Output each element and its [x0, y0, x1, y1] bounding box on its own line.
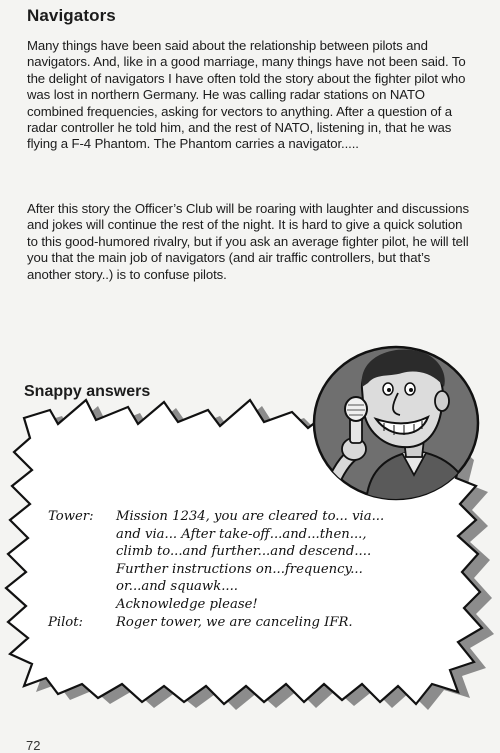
tower-line-4: Further instructions on...frequency...: [116, 561, 363, 577]
speaker-tower: Tower:: [48, 509, 94, 524]
tower-line-2: and via... After take-off...and...then...,: [116, 526, 367, 542]
speaker-pilot: Pilot:: [48, 614, 83, 630]
page-number: 72: [26, 738, 41, 753]
cartoon-man-with-microphone: [306, 343, 486, 503]
pilot-line-1: Roger tower, we are canceling IFR.: [116, 614, 353, 630]
body-paragraph-2: After this story the Officer’s Club will be roaring with laughter and discussions and jokes will continue the rest of the night. It is hard to give a quick solution to this good-humored rivalry, but if you ask an average fighter pilot, he will tell you that the main job of navigators (and air traffic controllers, but that’s another story..) is to confuse pilots.: [27, 201, 469, 282]
tower-line-6: Acknowledge please!: [116, 596, 258, 612]
dialog-row-tower: [48, 508, 448, 614]
snappy-answers-title: Snappy answers: [24, 383, 151, 400]
tower-line-5: or...and squawk....: [116, 579, 238, 595]
body-paragraph-1: Many things have been said about the relationship between pilots and navigators. And, like in a good marriage, many things have not been said. To the delight of navigators I have often told the story about the fighter pilot who was lost in northern Germany. He was calling radar stations on NATO combined frequencies, asking for vectors to anything. After a question of a radar controller he told him, and the rest of NATO, listening in, that he was flying a F-4 Phantom. The Phantom carries a navigator.....: [27, 38, 466, 152]
pilot-lines: [116, 614, 448, 632]
tower-line-3: climb to...and further...and descend....: [116, 544, 372, 560]
tower-lines: [116, 508, 448, 614]
dialog-block: [48, 508, 448, 631]
section-title: Navigators: [27, 6, 116, 25]
dialog-row-pilot: [48, 614, 448, 632]
tower-line-1: Mission 1234, you are cleared to... via...: [116, 509, 385, 524]
